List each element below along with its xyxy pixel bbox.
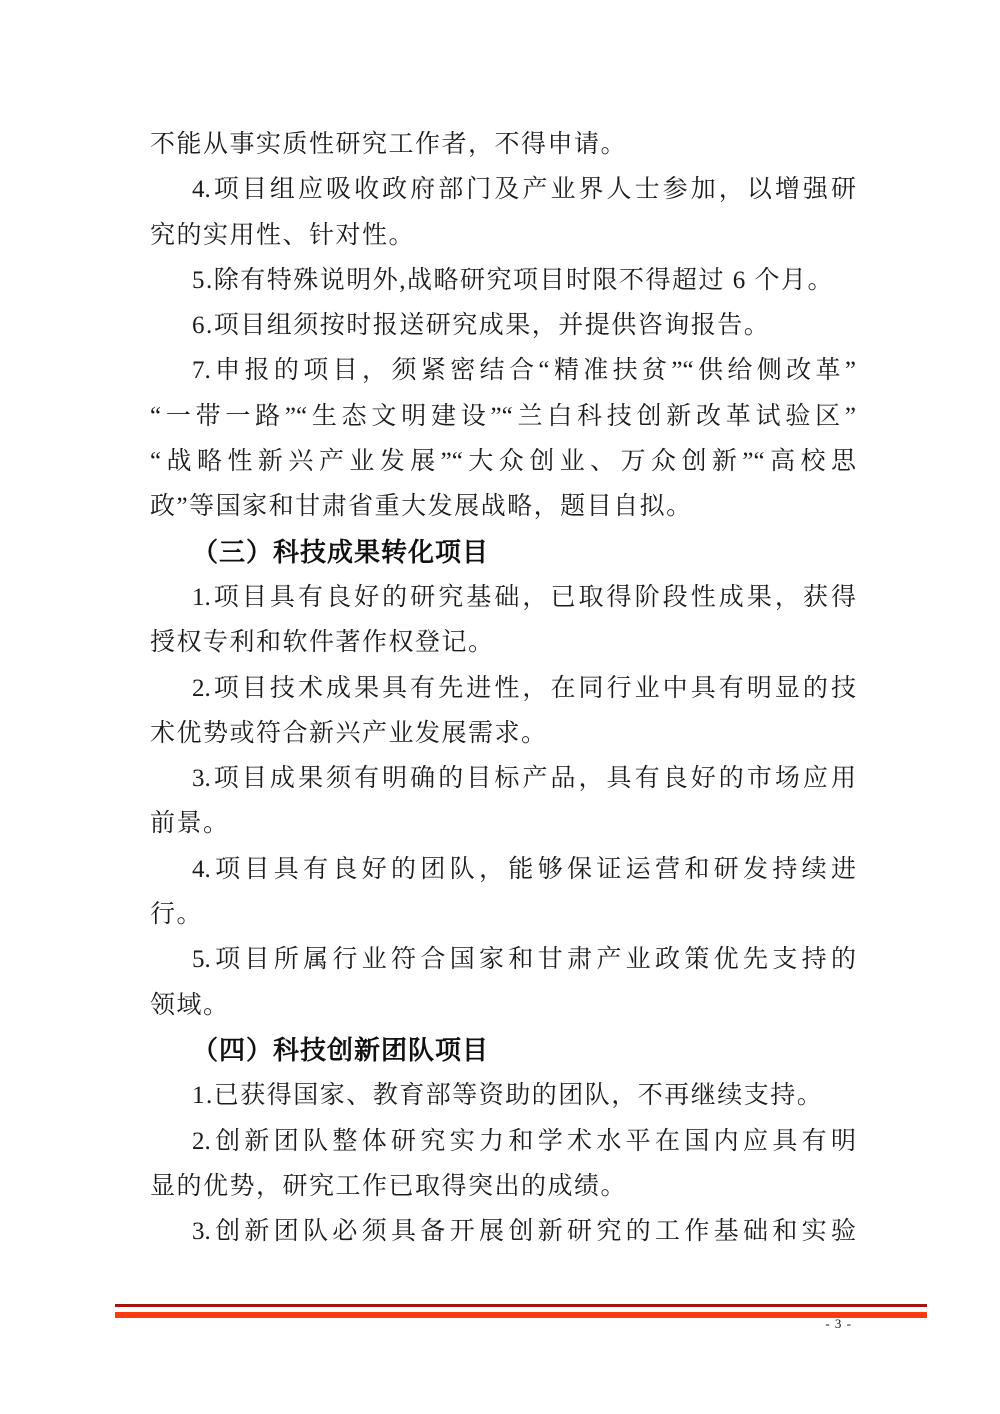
text-line: 行。: [150, 901, 204, 929]
footer-divider-thin: [115, 1304, 927, 1307]
text-line: 不能从事实质性研究工作者，不得申请。: [150, 131, 628, 158]
footer-divider-thick: [115, 1312, 927, 1318]
text-line: 5.除有特殊说明外,战略研究项目时限不得超过 6 个月。: [192, 266, 835, 294]
text-line: 6.项目组须按时报送研究成果，并提供咨询报告。: [192, 312, 771, 340]
text-line: 授权专利和软件著作权登记。: [150, 629, 495, 657]
text-line: 4.项目组应吸收政府部门及产业界人士参加，以增强研: [192, 176, 856, 204]
text-line: 2.创新团队整体研究实力和学术水平在国内应具有明: [192, 1127, 856, 1155]
text-line: 显的优势，研究工作已取得突出的成绩。: [150, 1172, 628, 1200]
text-line: 7.申报的项目，须紧密结合“精准扶贫”“供给侧改革”: [192, 357, 856, 385]
text-line: 1.项目具有良好的研究基础，已取得阶段性成果，获得: [192, 583, 856, 611]
text-line: 前景。: [150, 810, 230, 838]
page-number: - 3 -: [825, 1316, 852, 1331]
section-heading: （三）科技成果转化项目: [192, 536, 490, 567]
text-line: “一带一路”“生态文明建设”“兰白科技创新改革试验区”: [150, 402, 856, 430]
text-line: 4.项目具有良好的团队，能够保证运营和研发持续进: [192, 855, 856, 883]
text-line: “战略性新兴产业发展”“大众创业、万众创新”“高校思: [150, 448, 856, 476]
text-line: 2.项目技术成果具有先进性，在同行业中具有明显的技: [192, 674, 856, 702]
section-heading: （四）科技创新团队项目: [192, 1034, 490, 1065]
text-line: 究的实用性、针对性。: [150, 221, 416, 249]
text-line: 3.创新团队必须具备开展创新研究的工作基础和实验: [192, 1218, 856, 1246]
document-body: [150, 122, 856, 1254]
text-line: 1.已获得国家、教育部等资助的团队，不再继续支持。: [192, 1082, 824, 1110]
text-line: 领域。: [150, 991, 230, 1019]
text-line: 3.项目成果须有明确的目标产品，具有良好的市场应用: [192, 765, 856, 793]
text-line: 术优势或符合新兴产业发展需求。: [150, 719, 548, 747]
text-line: 5.项目所属行业符合国家和甘肃产业政策优先支持的: [192, 946, 856, 974]
text-line: 政”等国家和甘肃省重大发展战略，题目自拟。: [150, 493, 693, 521]
